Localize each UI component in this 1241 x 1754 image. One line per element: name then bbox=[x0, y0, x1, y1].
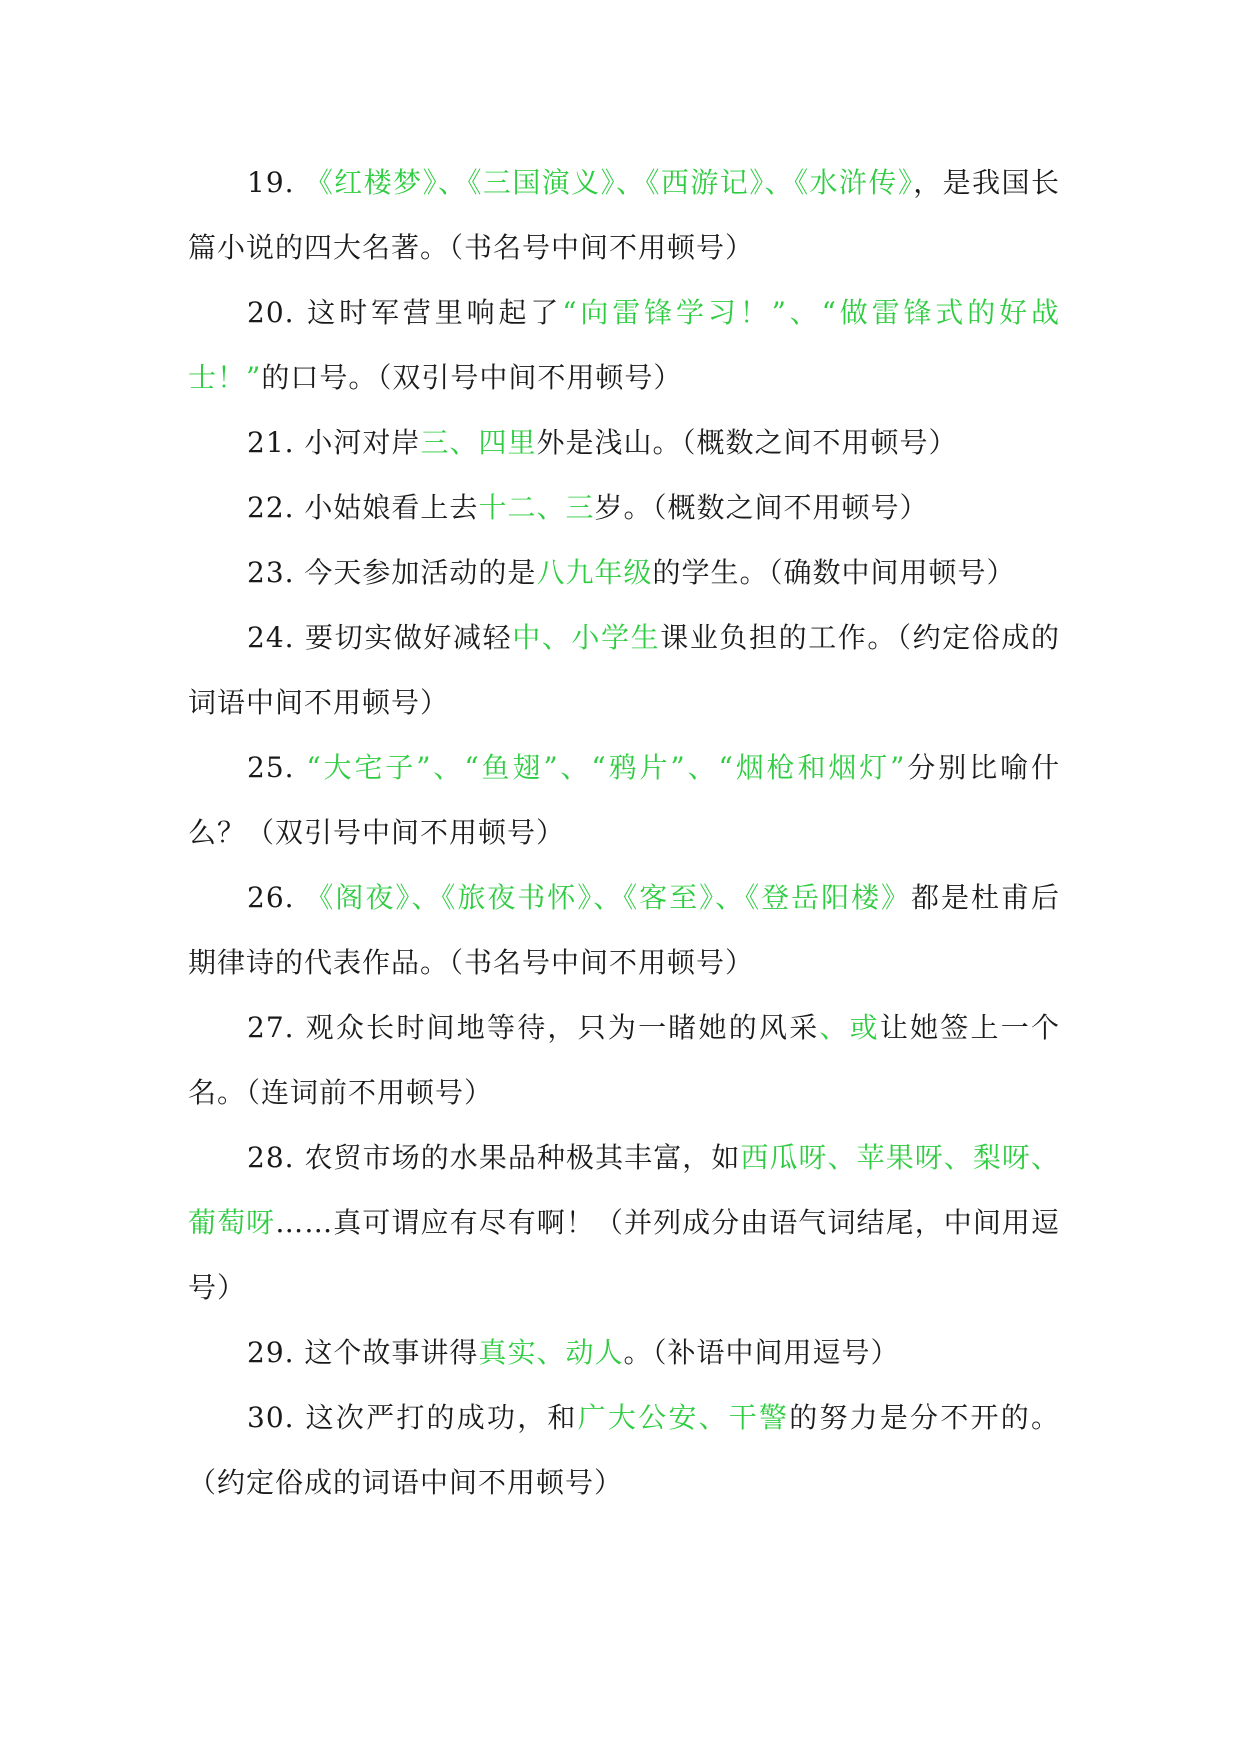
plain-text: 23. 今天参加活动的是 bbox=[247, 556, 537, 589]
item-23 bbox=[188, 540, 1060, 605]
item-26 bbox=[188, 865, 1060, 995]
plain-text: 22. 小姑娘看上去 bbox=[247, 491, 479, 524]
highlighted-example-text: 、或 bbox=[819, 1011, 880, 1044]
highlighted-example-text: 《阁夜》、《旅夜书怀》、《客至》、《登岳阳楼》 bbox=[305, 881, 912, 914]
plain-text: 21. 小河对岸 bbox=[247, 426, 421, 459]
highlighted-example-text: 真实、动人 bbox=[478, 1336, 624, 1369]
item-27 bbox=[188, 995, 1060, 1125]
item-22 bbox=[188, 475, 1060, 540]
plain-text: 19. bbox=[247, 166, 305, 199]
plain-text: 29. 这个故事讲得 bbox=[247, 1336, 479, 1369]
highlighted-example-text: 广大公安、干警 bbox=[577, 1401, 790, 1434]
plain-text: 28. 农贸市场的水果品种极其丰富，如 bbox=[247, 1141, 741, 1174]
highlighted-example-text: 西瓜呀、苹果呀、梨呀、葡萄呀 bbox=[188, 1141, 1060, 1239]
item-21 bbox=[188, 410, 1060, 475]
punctuation-examples-list bbox=[188, 150, 1060, 1515]
plain-text: 外是浅山。（概数之间不用顿号） bbox=[536, 426, 958, 459]
highlighted-example-text: 中、小学生 bbox=[512, 621, 661, 654]
plain-text: 30. 这次严打的成功，和 bbox=[247, 1401, 578, 1434]
highlighted-example-text: 八九年级 bbox=[536, 556, 653, 589]
plain-text: 的努力是分不开的。（约定俗成的词语中间不用顿号） bbox=[188, 1401, 1060, 1499]
plain-text: 课业负担的工作。（约定俗成的词语中间不用顿号） bbox=[188, 621, 1060, 719]
item-24 bbox=[188, 605, 1060, 735]
highlighted-example-text: 《红楼梦》、《三国演义》、《西游记》、《水浒传》 bbox=[304, 166, 914, 199]
item-30 bbox=[188, 1385, 1060, 1515]
plain-text: 岁。（概数之间不用顿号） bbox=[594, 491, 929, 524]
plain-text: 的口号。（双引号中间不用顿号） bbox=[261, 361, 683, 394]
plain-text: 的学生。（确数中间用顿号） bbox=[652, 556, 1016, 589]
plain-text: 26. bbox=[247, 881, 306, 914]
highlighted-example-text: 三、四里 bbox=[420, 426, 537, 459]
highlighted-example-text: 十二、三 bbox=[478, 491, 595, 524]
plain-text: 20. 这时军营里响起了 bbox=[247, 296, 563, 329]
highlighted-example-text: “向雷锋学习！”、“做雷锋式的好战士！” bbox=[188, 296, 1060, 394]
item-25 bbox=[188, 735, 1060, 865]
highlighted-example-text: “大宅子”、“鱼翅”、“鸦片”、“烟枪和烟灯” bbox=[306, 751, 906, 784]
plain-text: ，是我国长篇小说的四大名著。（书名号中间不用顿号） bbox=[188, 166, 1060, 264]
item-20 bbox=[188, 280, 1060, 410]
item-19 bbox=[188, 150, 1060, 280]
item-28 bbox=[188, 1125, 1060, 1320]
plain-text: ……真可谓应有尽有啊！（并列成分由语气词结尾，中间用逗号） bbox=[188, 1206, 1060, 1304]
plain-text: 27. 观众长时间地等待，只为一睹她的风采 bbox=[247, 1011, 820, 1044]
plain-text: 。（补语中间用逗号） bbox=[623, 1336, 900, 1369]
plain-text: 24. 要切实做好减轻 bbox=[247, 621, 513, 654]
item-29 bbox=[188, 1320, 1060, 1385]
plain-text: 25. bbox=[247, 751, 307, 784]
plain-text: 都是杜甫后期律诗的代表作品。（书名号中间不用顿号） bbox=[188, 881, 1060, 979]
plain-text: 分别比喻什么？（双引号中间不用顿号） bbox=[188, 751, 1060, 849]
plain-text: 让她签上一个名。（连词前不用顿号） bbox=[188, 1011, 1060, 1109]
